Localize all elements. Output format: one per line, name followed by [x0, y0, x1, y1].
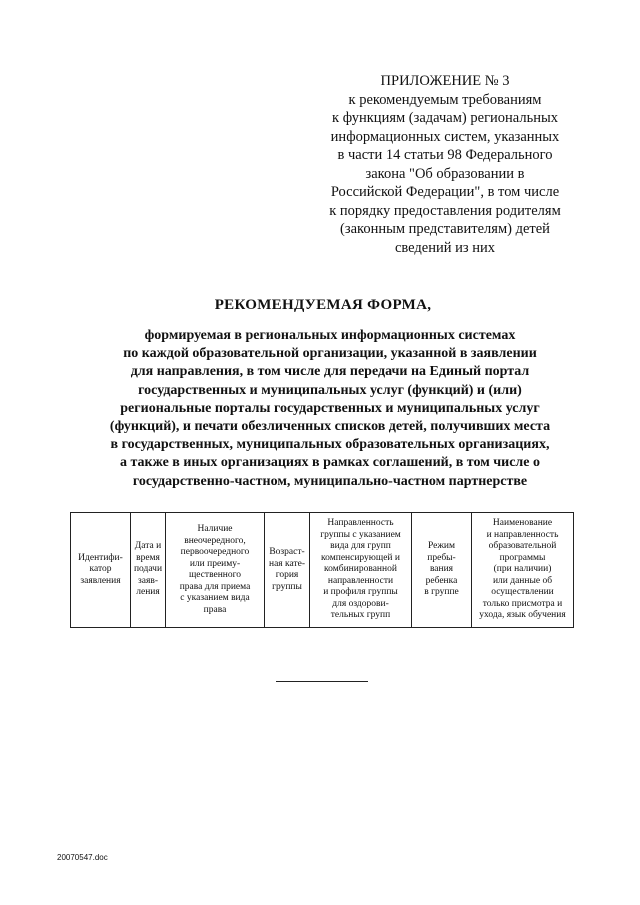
- form-title: РЕКОМЕНДУЕМАЯ ФОРМА,: [214, 297, 432, 313]
- header-line: или данные об: [492, 575, 553, 586]
- header-line: группы с указанием: [320, 529, 401, 540]
- appendix-line: сведений из них: [394, 239, 496, 256]
- form-description-line: формируемая в региональных информационных системах: [144, 328, 516, 343]
- appendix-line: к порядку предоставления родителям: [329, 202, 561, 219]
- header-line: в группе: [424, 587, 459, 598]
- form-description-line: в государственных, муниципальных образовательных организациях,: [110, 437, 550, 453]
- header-line: время: [136, 552, 160, 563]
- appendix-line: к рекомендуемым требованиям: [348, 91, 542, 108]
- header-line: группы: [272, 581, 302, 592]
- header-line: ребенка: [425, 575, 458, 586]
- header-line: заяв-: [138, 575, 158, 586]
- header-line: заявления: [80, 575, 121, 586]
- header-line: осуществлении: [491, 587, 554, 598]
- header-line: с указанием вида: [180, 593, 250, 603]
- table-header-cell: [265, 513, 310, 628]
- header-line: и профиля группы: [323, 587, 398, 598]
- table-header-cell: [310, 513, 412, 628]
- header-line: внеочередного,: [184, 535, 246, 546]
- header-line: гория: [275, 570, 299, 580]
- form-description-line: (функций), и печати обезличенных списков детей, получивших места: [109, 419, 551, 435]
- header-line: только присмотра и: [482, 598, 563, 609]
- header-line: вида для групп: [330, 541, 391, 552]
- header-line: (при наличии): [493, 564, 552, 575]
- header-line: подачи: [133, 564, 163, 575]
- header-line: комбинированной: [324, 564, 397, 575]
- header-line: катор: [89, 564, 112, 575]
- header-line: щественного: [188, 570, 242, 580]
- appendix-line: Российской Федерации", в том числе: [330, 184, 560, 200]
- header-line: ления: [136, 587, 160, 598]
- header-line: направленности: [327, 575, 394, 586]
- form-table: [70, 512, 574, 628]
- appendix-line: в части 14 статьи 98 Федерального: [337, 147, 553, 163]
- header-line: или преиму-: [189, 558, 241, 569]
- header-line: компенсирующей и: [321, 552, 400, 563]
- table-header-cell: [71, 513, 131, 628]
- header-line: программы: [499, 552, 546, 563]
- header-line: образовательной: [488, 541, 557, 552]
- header-line: Наименование: [492, 518, 553, 529]
- header-line: пребы-: [427, 552, 456, 563]
- form-description-line: региональные порталы государственных и муниципальных услуг: [120, 400, 540, 416]
- table-header-cell: [131, 513, 166, 628]
- appendix-header: [300, 72, 590, 257]
- header-line: права для приема: [179, 581, 251, 592]
- table-header-cell: [166, 513, 265, 628]
- table-header-cell: [472, 513, 574, 628]
- form-description-line: государственно-частном, муниципально-частном партнерстве: [132, 473, 528, 489]
- table-header-row: [71, 513, 574, 628]
- appendix-title: ПРИЛОЖЕНИЕ № 3: [380, 73, 510, 89]
- document-code: 20070547.doc: [57, 853, 108, 862]
- appendix-line: закона "Об образовании в: [365, 165, 525, 182]
- table-header-cell: [412, 513, 472, 628]
- header-line: первоочередного: [180, 547, 250, 557]
- header-line: Дата и: [134, 541, 162, 552]
- separator-line: [276, 681, 368, 682]
- header-line: вания: [429, 564, 454, 575]
- header-line: Направленность: [327, 518, 394, 529]
- header-line: тельных групп: [330, 610, 391, 621]
- header-line: права: [203, 604, 227, 615]
- form-description-line: для направления, в том числе для передачи на Единый портал: [130, 364, 530, 380]
- appendix-line: информационных систем, указанных: [330, 128, 560, 145]
- header-line: Режим: [427, 541, 456, 552]
- appendix-line: к функциям (задачам) региональных: [332, 110, 558, 126]
- header-line: для оздорови-: [332, 598, 389, 609]
- form-description-line: по каждой образовательной организации, указанной в заявлении: [123, 346, 537, 362]
- appendix-line: (законным представителям) детей: [340, 221, 550, 237]
- header-line: ухода, язык обучения: [479, 610, 566, 621]
- header-line: и направленность: [486, 529, 559, 540]
- form-description: [60, 327, 600, 491]
- header-line: Возраст-: [269, 547, 305, 557]
- header-line: Идентифи-: [78, 552, 123, 563]
- form-description-line: государственных и муниципальных услуг (функций) и (или): [138, 382, 522, 398]
- form-description-line: а также в иных организациях в рамках соглашений, в том числе о: [120, 455, 540, 471]
- header-line: ная кате-: [268, 558, 306, 569]
- header-line: Наличие: [197, 524, 233, 534]
